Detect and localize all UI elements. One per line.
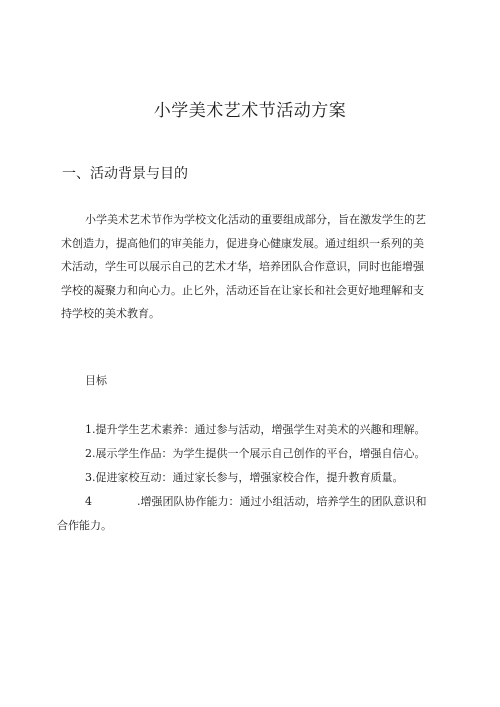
intro-line: 小学美术艺术节作为学校文化活动的重要组成部分，旨在激发学生的艺 [85,213,426,226]
goal-number: 4 [85,495,92,508]
goal-item [61,418,461,442]
goal-list [57,418,461,538]
goal-text-continuation: 合作能力。 [57,519,112,532]
goal-text: .促进家校互动：通过家长参与，增强家校合作，提升教育质量。 [92,471,404,484]
goal-text: .展示学生作品：为学生提供一个展示自己创作的平台，增强自信心。 [92,447,426,460]
intro-paragraph [61,208,453,326]
goal-number: 2 [85,447,92,460]
document-title: 小学美术艺术节活动方案 [153,101,347,121]
goal-number: 3 [85,471,92,484]
goal-number: 1 [85,423,92,436]
goal-text: .增强团队协作能力：通过小组活动，培养学生的团队意识和 [137,495,427,508]
goal-text: .提升学生艺术素养：通过参与活动，增强学生对美术的兴趣和理解。 [92,423,426,436]
intro-line: 术创造力，提高他们的审美能力，促进身心健康发展。通过组织一系列的美 [61,236,424,250]
goal-item [61,442,461,466]
goal-label: 目标 [85,374,107,387]
goal-item [61,466,461,490]
intro-line: 术活动，学生可以展示自己的艺术才华，培养团队合作意识，同时也能增强 [61,260,424,273]
intro-line: 持学校的美术教育。 [61,307,160,320]
goal-item [57,490,461,538]
section-heading: 一、活动背景与目的 [62,166,188,182]
intro-line: 学校的凝聚力和向心力。止匕外，活动还旨在让家长和社会更好地理解和支 [61,283,424,297]
